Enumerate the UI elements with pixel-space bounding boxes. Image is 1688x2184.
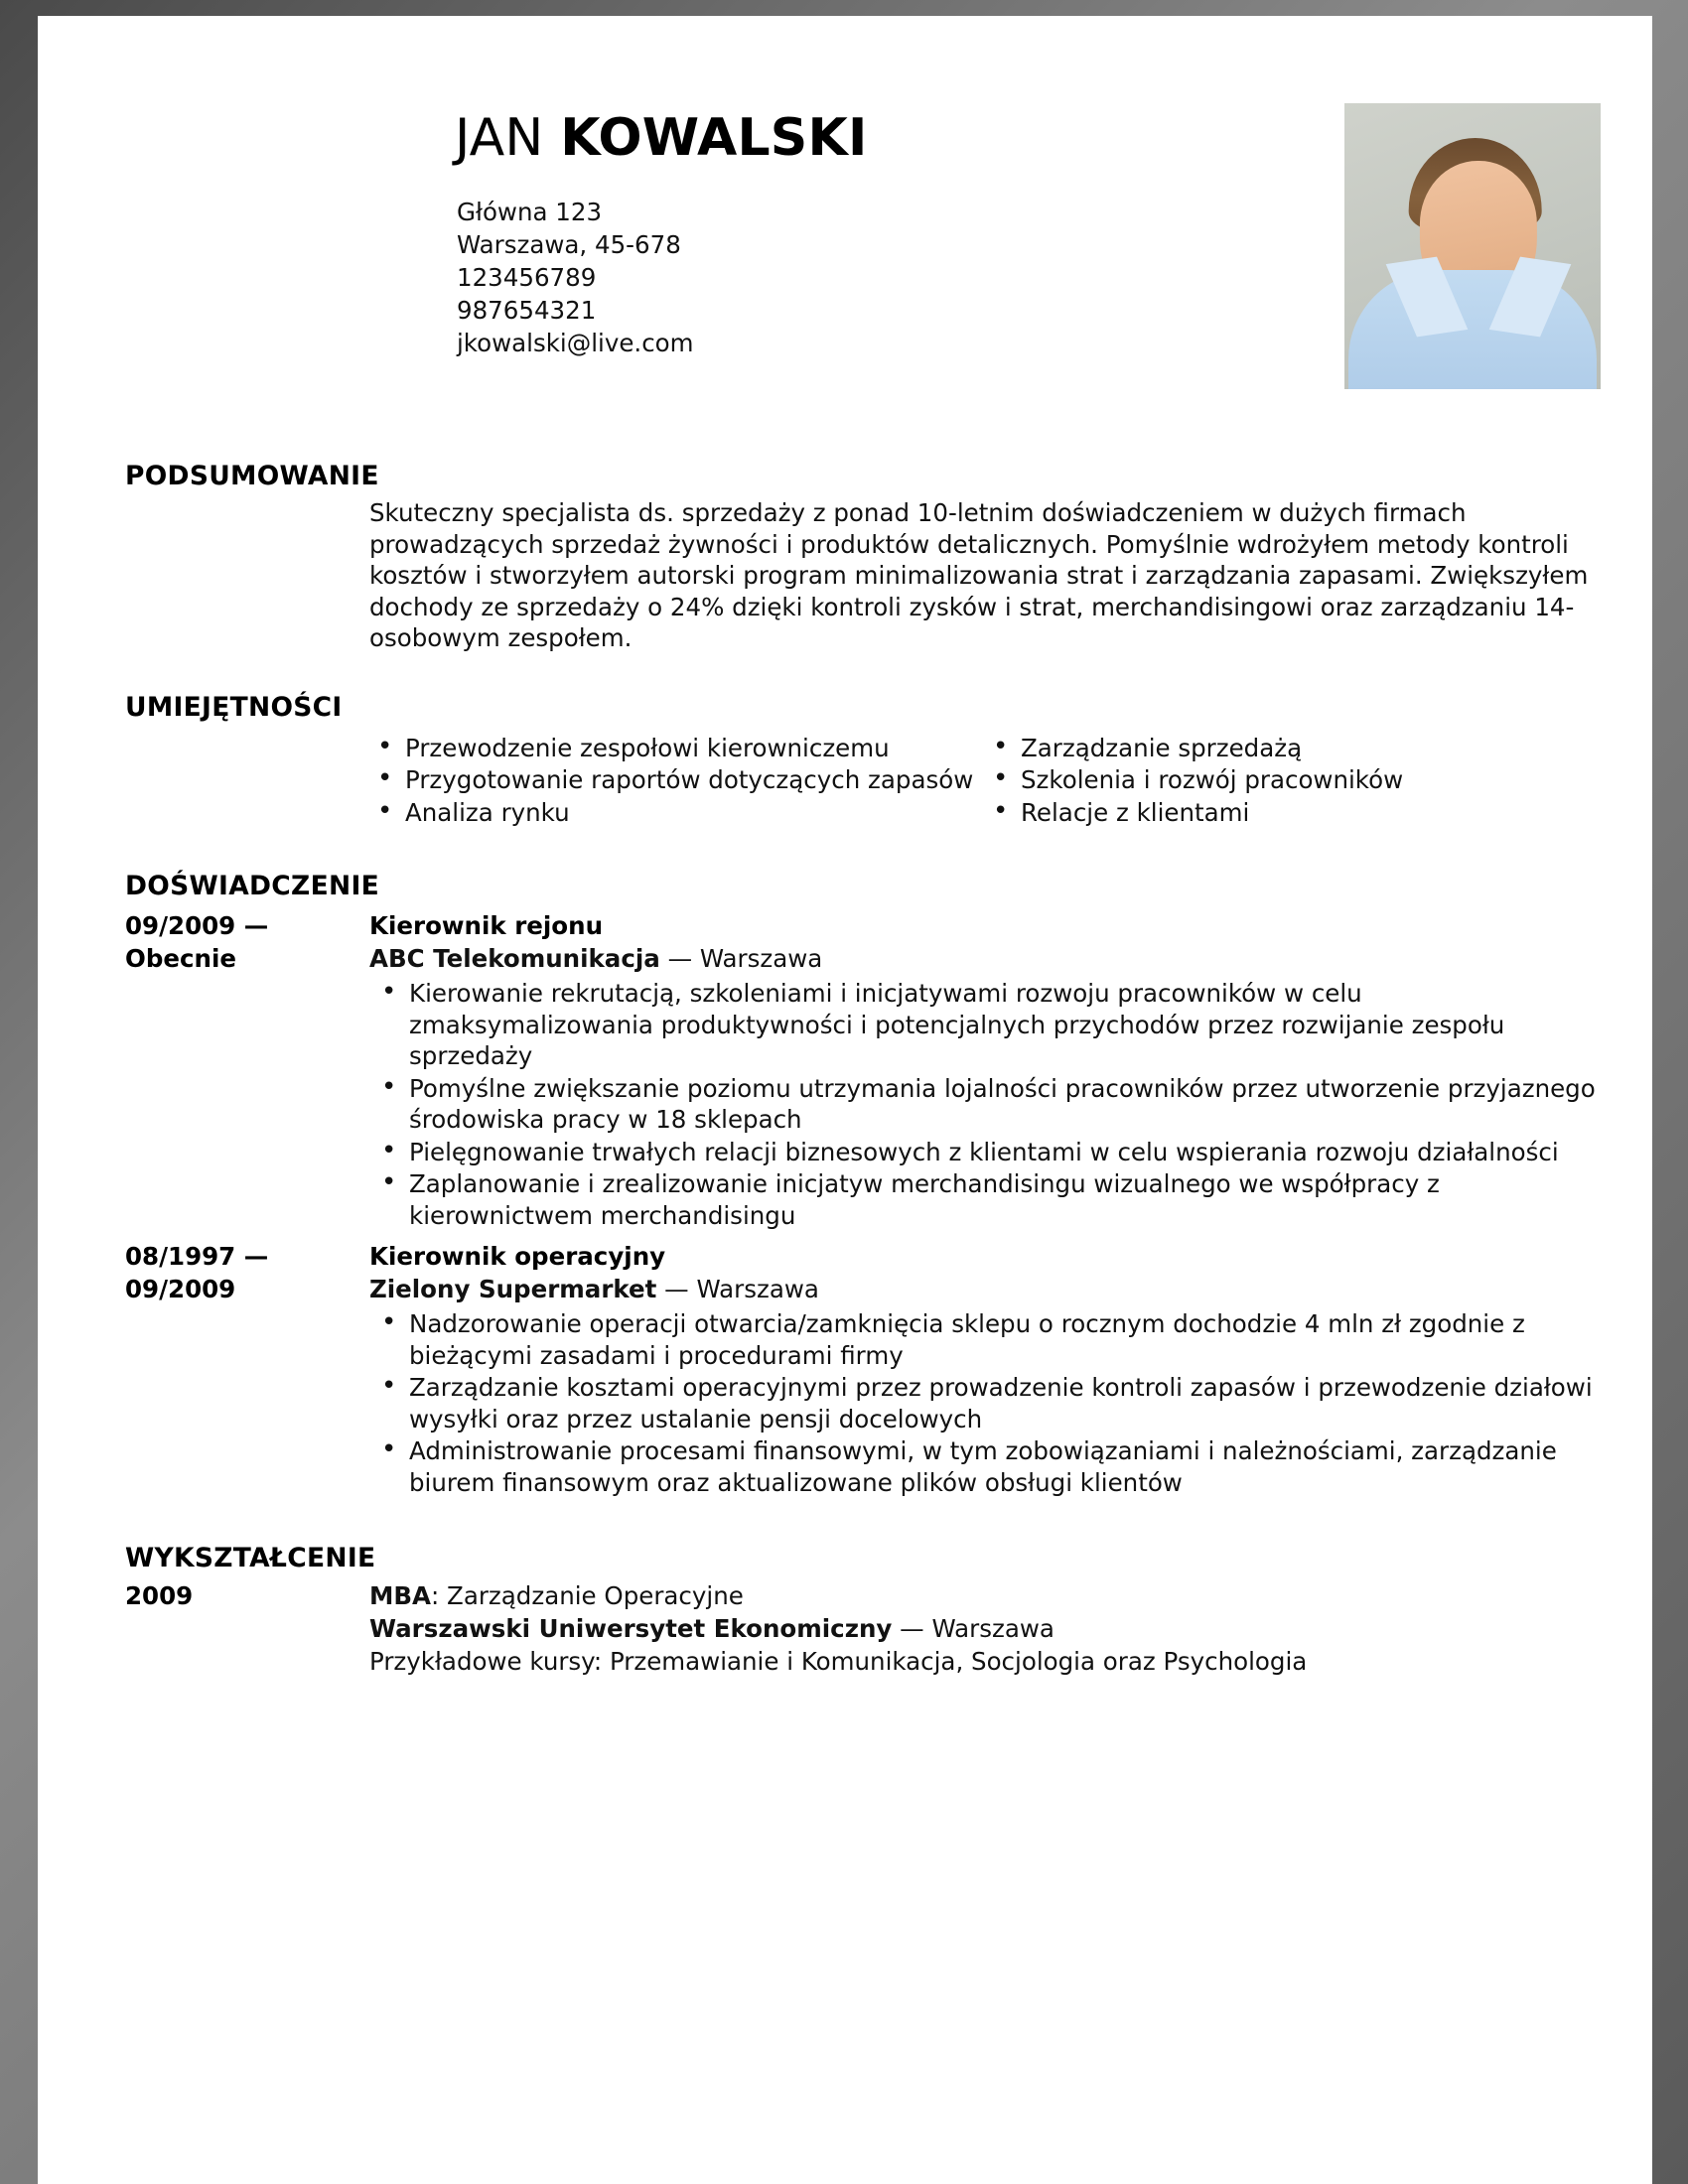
experience-company: Zielony Supermarket — Warszawa <box>369 1275 819 1303</box>
education-list <box>125 1579 1601 1678</box>
education-degree: MBA: Zarządzanie Operacyjne <box>369 1581 744 1610</box>
experience-entry <box>125 1240 1601 1499</box>
list-item: • Pielęgnowanie trwałych relacji biznesowych z klientami w celu wspierania rozwoju działalności <box>369 1137 1601 1168</box>
experience-dates: 09/2009 — Obecnie <box>125 911 269 973</box>
summary-text: Skuteczny specjalista ds. sprzedaży z ponad 10-letnim doświadczeniem w dużych firmach prowadzących sprzedaż żywności i produktów detalicznych. Pomyślnie wdrożyłem metody kontroli kosztów i stworzyłem autorski program minimalizowania strat i zarządzania zapasami. Zwiększyłem dochody ze sprzedaży o 24% dzięki kontroli zysków i strat, merchandisingowi oraz zarządzaniu 14-osobowym zespołem. <box>369 498 1589 652</box>
summary-section <box>125 461 1601 654</box>
education-courses: Przykładowe kursy: Przemawianie i Komunikacja, Socjologia oraz Psychologia <box>369 1647 1308 1676</box>
contact-street: Główna 123 <box>457 197 603 226</box>
experience-bullets <box>369 978 1601 1231</box>
list-item: • Kierowanie rekrutacją, szkoleniami i inicjatywami rozwoju pracowników w celu zmaksymalizowania produktywności i potencjalnych przychodów przez rozwijanie zespołu sprzedaży <box>369 978 1601 1072</box>
list-item: • Przewodzenie zespołowi kierowniczemu <box>369 733 985 764</box>
list-item: • Zarządzanie sprzedażą <box>985 733 1601 764</box>
education-details <box>369 1579 1601 1678</box>
experience-details <box>369 1240 1601 1499</box>
contact-city-zip: Warszawa, 45-678 <box>457 229 681 259</box>
list-item: • Relacje z klientami <box>985 797 1601 829</box>
list-item: • Szkolenia i rozwój pracowników <box>985 764 1601 796</box>
education-section <box>125 1543 1601 1678</box>
experience-details <box>369 909 1601 1232</box>
last-name: KOWALSKI <box>560 108 868 168</box>
list-item: • Zarządzanie kosztami operacyjnymi przez prowadzenie kontroli zapasów i przewodzenie działowi wysyłki oraz przez ustalanie pensji docelowych <box>369 1372 1601 1434</box>
experience-heading: DOŚWIADCZENIE <box>125 871 380 901</box>
summary-heading: PODSUMOWANIE <box>125 461 379 491</box>
experience-company: ABC Telekomunikacja — Warszawa <box>369 944 823 973</box>
experience-bullets <box>369 1308 1601 1498</box>
skills-column-left <box>369 733 985 830</box>
avatar <box>1344 103 1601 389</box>
skills-heading: UMIEJĘTNOŚCI <box>125 691 343 723</box>
education-year: 2009 <box>125 1581 194 1610</box>
list-item: • Pomyślne zwiększanie poziomu utrzymania lojalności pracowników przez utworzenie przyjaznego środowiska pracy w 18 sklepach <box>369 1073 1601 1136</box>
education-entry <box>125 1579 1601 1678</box>
skills-column-right <box>985 733 1601 830</box>
education-heading: WYKSZTAŁCENIE <box>125 1543 376 1573</box>
first-name: JAN <box>455 108 544 168</box>
experience-section <box>125 871 1601 1499</box>
contact-phone-primary: 123456789 <box>457 262 597 292</box>
resume-page <box>38 16 1652 2184</box>
skills-list-left <box>369 733 985 829</box>
experience-list <box>125 909 1601 1499</box>
resume-header <box>125 16 1601 413</box>
list-item: • Analiza rynku <box>369 797 985 829</box>
list-item: • Przygotowanie raportów dotyczących zapasów <box>369 764 985 796</box>
skills-section <box>125 692 1601 830</box>
experience-job-title: Kierownik operacyjny <box>369 1242 666 1271</box>
list-item: • Administrowanie procesami finansowymi, w tym zobowiązaniami i należnościami, zarządzanie biurem finansowym oraz aktualizowane plików obsługi klientów <box>369 1435 1601 1498</box>
education-school: Warszawski Uniwersytet Ekonomiczny — Warszawa <box>369 1614 1055 1643</box>
contact-email: jkowalski@live.com <box>457 328 694 357</box>
skills-list-right <box>985 733 1601 829</box>
list-item: • Zaplanowanie i zrealizowanie inicjatyw merchandisingu wizualnego we współpracy z kierownictwem merchandisingu <box>369 1168 1601 1231</box>
experience-dates: 08/1997 — 09/2009 <box>125 1242 269 1303</box>
list-item: • Nadzorowanie operacji otwarcia/zamknięcia sklepu o rocznym dochodzie 4 mln zł zgodnie z bieżącymi zasadami i procedurami firmy <box>369 1308 1601 1371</box>
experience-job-title: Kierownik rejonu <box>369 911 604 940</box>
contact-phone-secondary: 987654321 <box>457 295 597 325</box>
experience-entry <box>125 909 1601 1232</box>
